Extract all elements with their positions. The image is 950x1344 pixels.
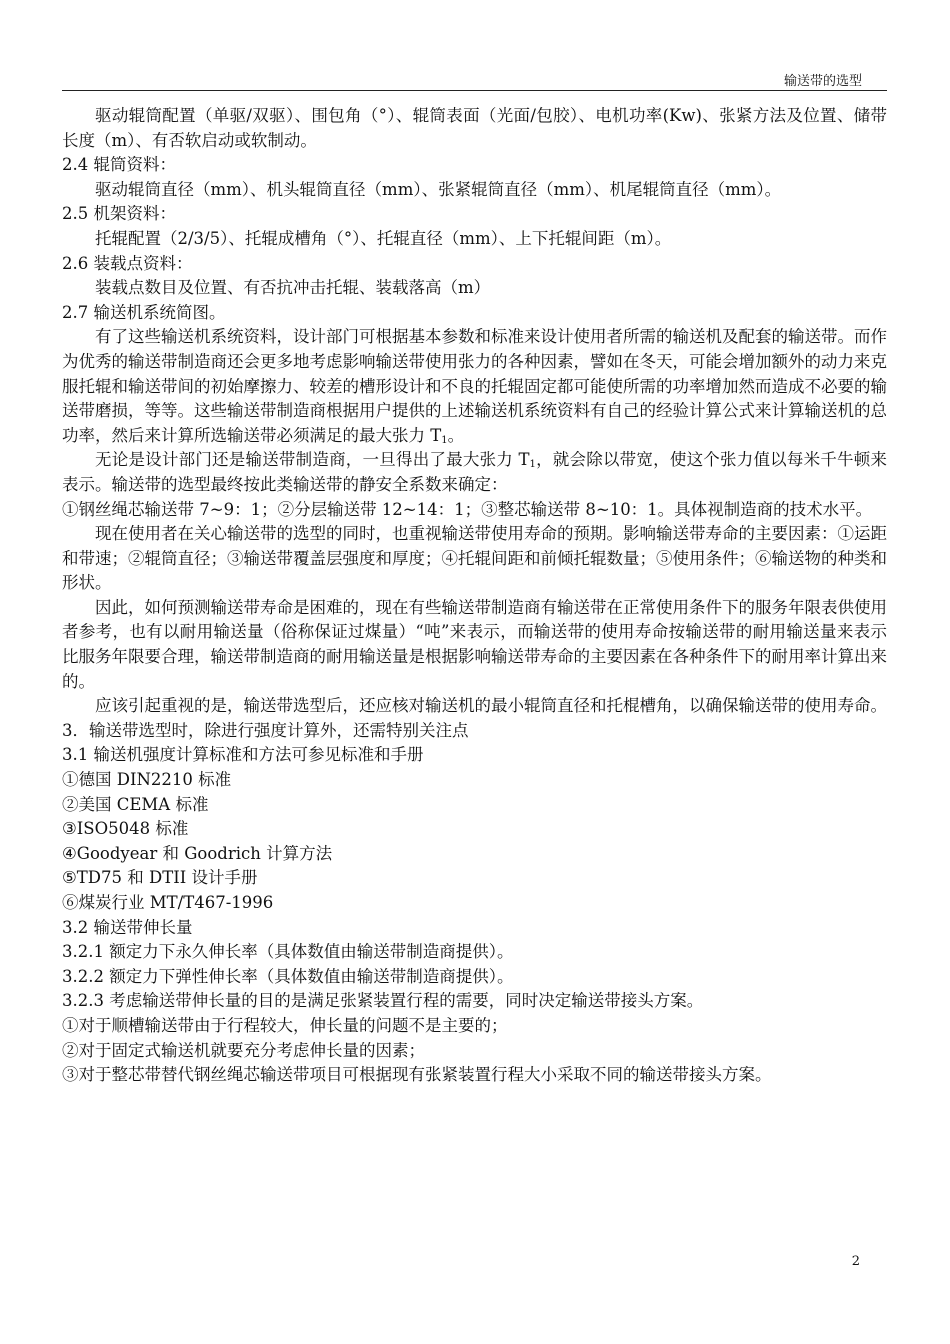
heading-2-4: 2.4 辊筒资料： bbox=[62, 155, 176, 175]
heading-2-6: 2.6 装载点资料： bbox=[62, 253, 193, 273]
heading-3-2-2: 3.2.2 额定力下弹性伸长率（具体数值由输送带制造商提供）。 bbox=[62, 966, 514, 986]
heading-2-7: 2.7 输送机系统简图。 bbox=[62, 302, 226, 322]
standard-item: ⑥煤炭行业 MT/T467-1996 bbox=[62, 893, 274, 912]
standard-item: ②美国 CEMA 标准 bbox=[62, 794, 209, 814]
header-title: 输送带的选型 bbox=[783, 74, 862, 89]
paragraph-system-design bbox=[62, 325, 887, 448]
paragraph-frame-data: 托辊配置（2/3/5）、托辊成槽角（°）、托辊直径（mm）、上下托辊间距（m）。 bbox=[95, 228, 672, 248]
standard-item: ①德国 DIN2210 标准 bbox=[62, 770, 232, 790]
standard-item: ⑤TD75 和 DTII 设计手册 bbox=[62, 868, 258, 888]
paragraph-life-factors: 现在使用者在关心输送带的选型的同时，也重视输送带使用寿命的预期。影响输送带寿命的主要因素：①运距和带速；②辊筒直径；③输送带覆盖层强度和厚度；④托辊间距和前倾托辊数量；⑤使用条件；⑥输送物的种类和形状。 bbox=[62, 524, 887, 593]
page-number: 2 bbox=[851, 1254, 860, 1269]
paragraph-pulley-data: 驱动辊筒直径（mm）、机头辊筒直径（mm）、张紧辊筒直径（mm）、机尾辊筒直径（mm）。 bbox=[95, 179, 782, 199]
paragraph-drive-config: 驱动辊筒配置（单驱/双驱）、围包角（°）、辊筒表面（光面/包胶）、电机功率(Kw)、张紧方法及位置、储带长度（m）、有否软启动或软制动。 bbox=[62, 106, 887, 150]
text-span: 无论是设计部门还是输送带制造商，一旦得出了最大张力 T bbox=[95, 450, 530, 470]
standard-item: ④Goodyear 和 Goodrich 计算方法 bbox=[62, 843, 333, 863]
heading-3-2-1: 3.2.1 额定力下永久伸长率（具体数值由输送带制造商提供）。 bbox=[62, 942, 514, 962]
subscript: 1 bbox=[441, 434, 448, 446]
heading-3-2-3: 3.2.3 考虑输送带伸长量的目的是满足张紧装置行程的需要，同时决定输送带接头方案。 bbox=[62, 991, 704, 1011]
note-item: ②对于固定式输送机就要充分考虑伸长量的因素； bbox=[62, 1040, 425, 1060]
note-item: ①对于顺槽输送带由于行程较大，伸长量的问题不是主要的； bbox=[62, 1015, 508, 1035]
paragraph-max-tension bbox=[62, 448, 887, 497]
text-span: 。 bbox=[447, 425, 465, 445]
note-item: ③对于整芯带替代钢丝绳芯输送带项目可根据现有张紧装置行程大小采取不同的输送带接头方案。 bbox=[62, 1065, 772, 1085]
paragraph-safety-factors: ①钢丝绳芯输送带 7~9：1；②分层输送带 12~14：1；③整芯输送带 8~10：1。具体视制造商的技术水平。 bbox=[62, 499, 873, 519]
standard-item: ③ISO5048 标准 bbox=[62, 819, 189, 839]
paragraph-check-pulley: 应该引起重视的是，输送带选型后，还应核对输送机的最小辊筒直径和托棍槽角，以确保输送带的使用寿命。 bbox=[95, 696, 887, 716]
subscript: 1 bbox=[529, 459, 536, 471]
document-body bbox=[62, 104, 887, 1088]
heading-2-5: 2.5 机架资料： bbox=[62, 204, 176, 224]
heading-3-2: 3.2 输送带伸长量 bbox=[62, 917, 193, 937]
heading-3-1: 3.1 输送机强度计算标准和方法可参见标准和手册 bbox=[62, 745, 424, 765]
text-span: ，就会除以带宽，使这个张力值以每米千牛顿来表示。输送带的选型最终按此类输送带的静安全系数来确定： bbox=[62, 450, 887, 494]
header-rule bbox=[62, 90, 887, 91]
paragraph-loading-data: 装载点数目及位置、有否抗冲击托辊、装载落高（m） bbox=[95, 278, 491, 298]
heading-3: 3．输送带选型时，除进行强度计算外，还需特别关注点 bbox=[62, 720, 469, 740]
text-span: 有了这些输送机系统资料，设计部门可根据基本参数和标准来设计使用者所需的输送机及配套的输送带。而作为优秀的输送带制造商还会更多地考虑影响输送带使用张力的各种因素，譬如在冬天，可能会增加额外的动力来克服托辊和输送带间的初始摩擦力、较差的槽形设计和不良的托辊固定都可能使所需的功率增加然而造成不必要的输送带磨损，等等。这些输送带制造商根据用户提供的上述输送机系统资料有自己的经验计算公式来计算输送机的总功率，然后来计算所选输送带必须满足的最大张力 T bbox=[62, 327, 887, 445]
paragraph-life-prediction: 因此，如何预测输送带寿命是困难的，现在有些输送带制造商有输送带在正常使用条件下的服务年限表供使用者参考，也有以耐用输送量（俗称保证过煤量）“吨”来表示，而输送带的使用寿命按输送带的耐用输送量来表示比服务年限要合理，输送带制造商的耐用输送量是根据影响输送带寿命的主要因素在各种条件下的耐用率计算出来的。 bbox=[62, 597, 887, 691]
